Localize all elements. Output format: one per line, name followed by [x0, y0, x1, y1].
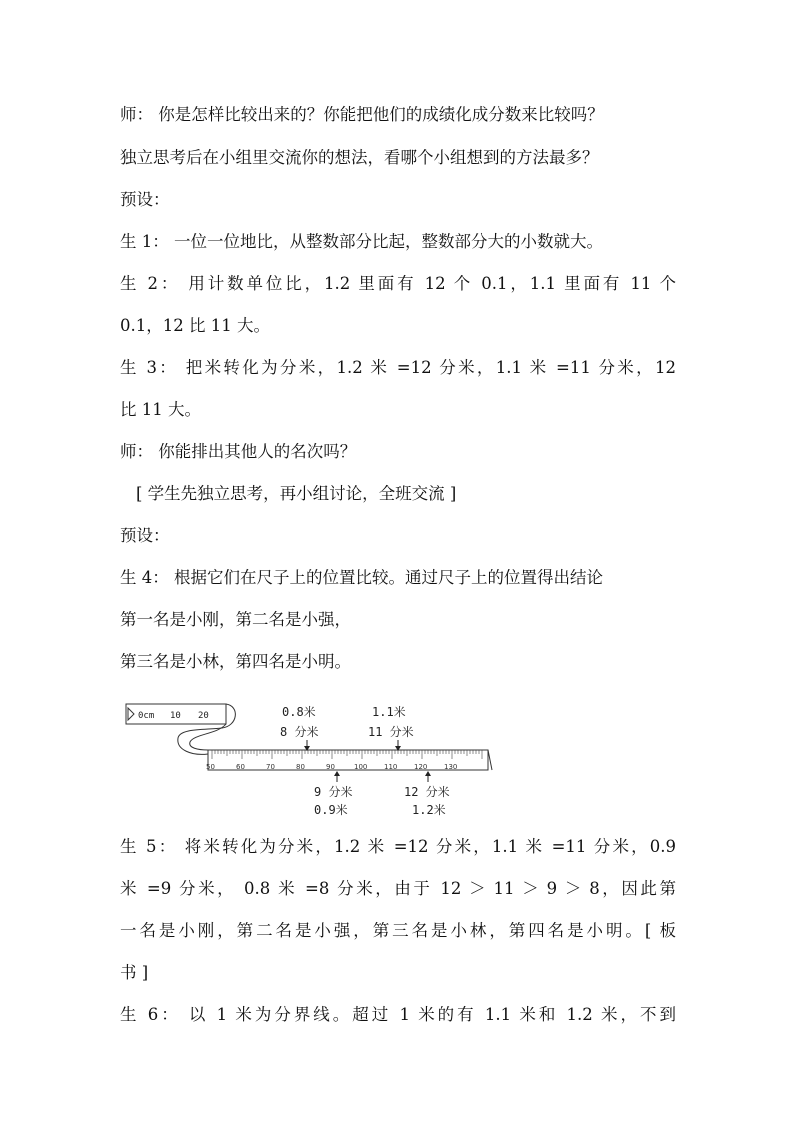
coil-label: 0cm [138, 711, 155, 721]
tick-label: 50 [206, 763, 215, 771]
paragraph-line: 独立思考后在小组里交流你的想法，看哪个小组想到的方法最多？ [120, 148, 599, 167]
paragraph-line: 生 4： 根据它们在尺子上的位置比较。通过尺子上的位置得出结论 [120, 568, 603, 587]
tick-label: 90 [326, 763, 335, 771]
marker-decimeters: 11 分米 [368, 725, 414, 739]
paragraph-line: 生 3： 把米转化为分米，1.2 米 =12 分米，1.1 米 =11 分米，12 [120, 358, 676, 377]
paragraph-line: 米 =9 分米， 0.8 米 =8 分米，由于 12 ＞ 11 ＞ 9 ＞ 8，因此第 [120, 879, 676, 898]
coil-label: 20 [198, 711, 209, 721]
coil-label: 10 [170, 711, 181, 721]
tape-measure-svg [122, 690, 494, 820]
tick-label: 120 [414, 763, 428, 771]
marker-decimeters: 12 分米 [404, 785, 450, 799]
tick-label: 100 [354, 763, 368, 771]
paragraph-line: 生 6： 以 1 米为分界线。超过 1 米的有 1.1 米和 1.2 米，不到 [120, 1005, 676, 1024]
tick-label: 110 [384, 763, 398, 771]
paragraph-line: 一名是小刚，第二名是小强，第三名是小林，第四名是小明。[ 板 [120, 921, 676, 940]
marker-meters: 0.9米 [314, 803, 348, 817]
tape-curl-inner [190, 724, 226, 750]
marker-meters: 0.8米 [282, 705, 316, 719]
tape-cut-edge [488, 750, 492, 770]
paragraph-line: 书 ] [120, 963, 149, 982]
paragraph-line: 预设： [120, 526, 170, 545]
paragraph-line: 生 5： 将米转化为分米，1.2 米 =12 分米，1.1 米 =11 分米，0.9 [120, 837, 676, 856]
paragraph-line: 生 1： 一位一位地比，从整数部分比起，整数部分大的小数就大。 [120, 232, 603, 251]
paragraph-line: [ 学生先独立思考，再小组讨论，全班交流 ] [136, 484, 457, 503]
marker-decimeters: 8 分米 [280, 725, 319, 739]
arrow-head [334, 771, 340, 776]
tick-label: 70 [266, 763, 275, 771]
paragraph-line: 0.1，12 比 11 大。 [120, 316, 270, 335]
marker-meters: 1.2米 [412, 803, 446, 817]
arrow-head [425, 771, 431, 776]
tick-label: 80 [296, 763, 305, 771]
paragraph-line: 第三名是小林，第四名是小明。 [120, 652, 351, 671]
tape-measure-figure [122, 690, 494, 820]
tick-label: 130 [444, 763, 458, 771]
paragraph-line: 比 11 大。 [120, 400, 201, 419]
paragraph-line: 第一名是小刚，第二名是小强， [120, 610, 351, 629]
tick-label: 60 [236, 763, 245, 771]
paragraph-line: 预设： [120, 190, 170, 209]
marker-decimeters: 9 分米 [314, 785, 353, 799]
paragraph-line: 师： 你能排出其他人的名次吗？ [120, 442, 357, 461]
paragraph-line: 生 2： 用计数单位比，1.2 里面有 12 个 0.1，1.1 里面有 11 个 [120, 274, 676, 293]
marker-meters: 1.1米 [372, 705, 406, 719]
paragraph-line: 师： 你是怎样比较出来的？你能把他们的成绩化成分数来比较吗？ [120, 105, 604, 124]
